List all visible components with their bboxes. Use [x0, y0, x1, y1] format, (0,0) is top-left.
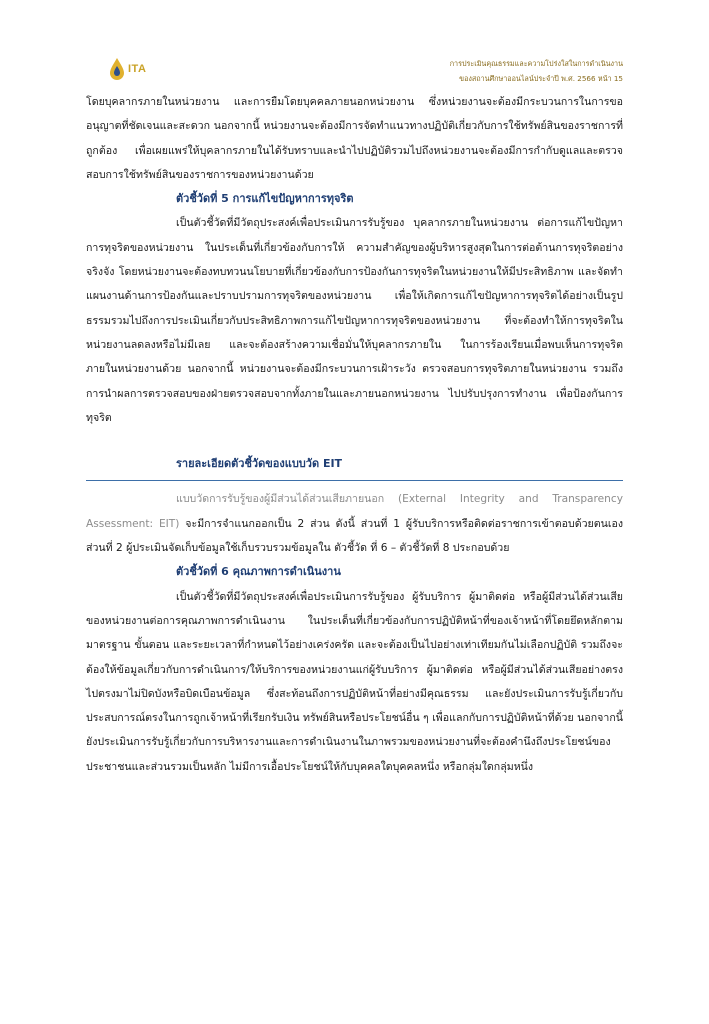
indicator-5-heading: ตัวชี้วัดที่ 5 การแก้ไขปัญหาการทุจริต	[176, 192, 354, 206]
eit-parts: จะมีการจำแนกออกเป็น 2 ส่วน ดังนี้ ส่วนที่ 1 ผู้รับบริการหรือติดต่อราชการเข้าตอบด้วยตนเอง ส่วนที่ 2 ผู้ประเมินจัดเก็บข้อมูลใช้เก็บรวบรวมข้อมูลใน ตัวชี้วัด ที่ 6 – ตัวชี้วัดที่ 8 ประกอบด้วย	[86, 517, 624, 555]
page-header	[450, 56, 623, 86]
logo-text: ITA	[128, 63, 147, 75]
paragraph-2: เป็นตัวชี้วัดที่มีวัตถุประสงค์เพื่อประเมินการรับรู้ของ บุคลากรภายในหน่วยงาน ต่อการแก้ไขปัญหาการทุจริตของหน่วยงาน ในประเด็นที่เกี่ยวข้องกับการให้ ความสำคัญของผู้บริหารสูงสุดในการต่อต้านการทุจริตอย่างจริงจัง โดยหน่วยงานจะต้องทบทวนนโยบายที่เกี่ยวข้องกับการป้องกันการทุจริตในหน่วยงานให้มีประสิทธิภาพ และจัดทำแผนงานด้านการป้องกันและปราบปรามการทุจริตของหน่วยงาน เพื่อให้เกิดการแก้ไขปัญหาการทุจริตได้อย่างเป็นรูปธรรมรวมไปถึงการประเมินเกี่ยวกับประสิทธิภาพการแก้ไขปัญหาการทุจริตของหน่วยงาน ที่จะต้องทำให้การทุจริตในหน่วยงานลดลงหรือไม่มีเลย และจะต้องสร้างความเชื่อมั่นให้บุคลากรภายใน ในการร้องเรียนเมื่อพบเห็นการทุจริตภายในหน่วยงานด้วย นอกจากนี้ หน่วยงานจะต้องมีกระบวนการเฝ้าระวัง ตรวจสอบการทุจริตภายในหน่วยงาน รวมถึงการนำผลการตรวจสอบของฝ่ายตรวจสอบจากทั้งภายในและภายนอกหน่วยงาน ไปปรับปรุงการทำงาน เพื่อป้องกันการทุจริต	[86, 217, 623, 424]
section-divider	[86, 480, 623, 481]
indicator-6-heading: ตัวชี้วัดที่ 6 คุณภาพการดำเนินงาน	[176, 565, 341, 579]
ita-logo	[106, 58, 166, 84]
header-subtitle	[450, 71, 623, 86]
eit-section-heading: รายละเอียดตัวชี้วัดของแบบวัด EIT	[176, 457, 343, 471]
paragraph-4: เป็นตัวชี้วัดที่มีวัตถุประสงค์เพื่อประเมินการรับรู้ของ ผู้รับบริการ ผู้มาติดต่อ หรือผู้มีส่วนได้ส่วนเสียของหน่วยงานต่อการคุณภาพการดำเนินงาน ในประเด็นที่เกี่ยวข้องกับการปฏิบัติหน้าที่ของเจ้าหน้าที่โดยยึดหลักตามมาตรฐาน ขั้นตอน และระยะเวลาที่กำหนดไว้อย่างเคร่งครัด และจะต้องเป็นไปอย่างเท่าเทียมกันไม่เลือกปฏิบัติ รวมถึงจะต้องให้ข้อมูลเกี่ยวกับการดำเนินการ/ให้บริการของหน่วยงานแก่ผู้รับบริการ ผู้มาติดต่อ หรือผู้มีส่วนได้ส่วนเสียอย่างตรงไปตรงมาไม่ปิดบังหรือบิดเบือนข้อมูล ซึ่งสะท้อนถึงการปฏิบัติหน้าที่อย่างมีคุณธรรม และยังประเมินการรับรู้เกี่ยวกับประสบการณ์ตรงในการถูกเจ้าหน้าที่เรียกรับเงิน ทรัพย์สินหรือประโยชน์อื่น ๆ เพื่อแลกกับการปฏิบัติหน้าที่ด้วย นอกจากนี้ ยังประเมินการรับรู้เกี่ยวกับการบริหารงานและการดำเนินงานในภาพรวมของหน่วยงานที่จะต้องคำนึงถึงประโยชน์ของประชาชนและส่วนรวมเป็นหลัก ไม่มีการเอื้อประโยชน์ให้กับบุคคลใดบุคคลหนึ่ง หรือกลุ่มใดกลุ่มหนึ่ง	[86, 590, 623, 773]
paragraph-1: โดยบุคลากรภายในหน่วยงาน และการยืมโดยบุคคลภายนอกหน่วยงาน ซึ่งหน่วยงานจะต้องมีกระบวนการในการขออนุญาตที่ชัดเจนและสะดวก นอกจากนี้ หน่วยงานจะต้องมีการจัดทำแนวทางปฏิบัติเกี่ยวกับการใช้ทรัพย์สินของราชการที่ถูกต้อง เพื่อเผยแพร่ให้บุคลากรภายในได้รับทราบและนำไปปฏิบัติรวมไปถึงหน่วยงานจะต้องมีการกำกับดูแลและตรวจสอบการใช้ทรัพย์สินของราชการของหน่วยงานด้วย	[86, 96, 623, 181]
eit-definition: แบบวัดการรับรู้ของผู้มีส่วนได้ส่วนเสียภายนอก (External Integrity and Transparency Assessment: EIT)	[86, 493, 623, 530]
drop-icon	[110, 58, 124, 80]
header-title: การประเมินคุณธรรมและความโปร่งใสในการดำเนินงาน	[449, 59, 623, 68]
page-number: หน้า 15	[597, 74, 623, 83]
header-year: ของสถานศึกษาออนไลน์ประจำปี พ.ศ. 2566	[459, 74, 596, 83]
document-body	[86, 90, 623, 779]
paragraph-3	[86, 487, 623, 560]
